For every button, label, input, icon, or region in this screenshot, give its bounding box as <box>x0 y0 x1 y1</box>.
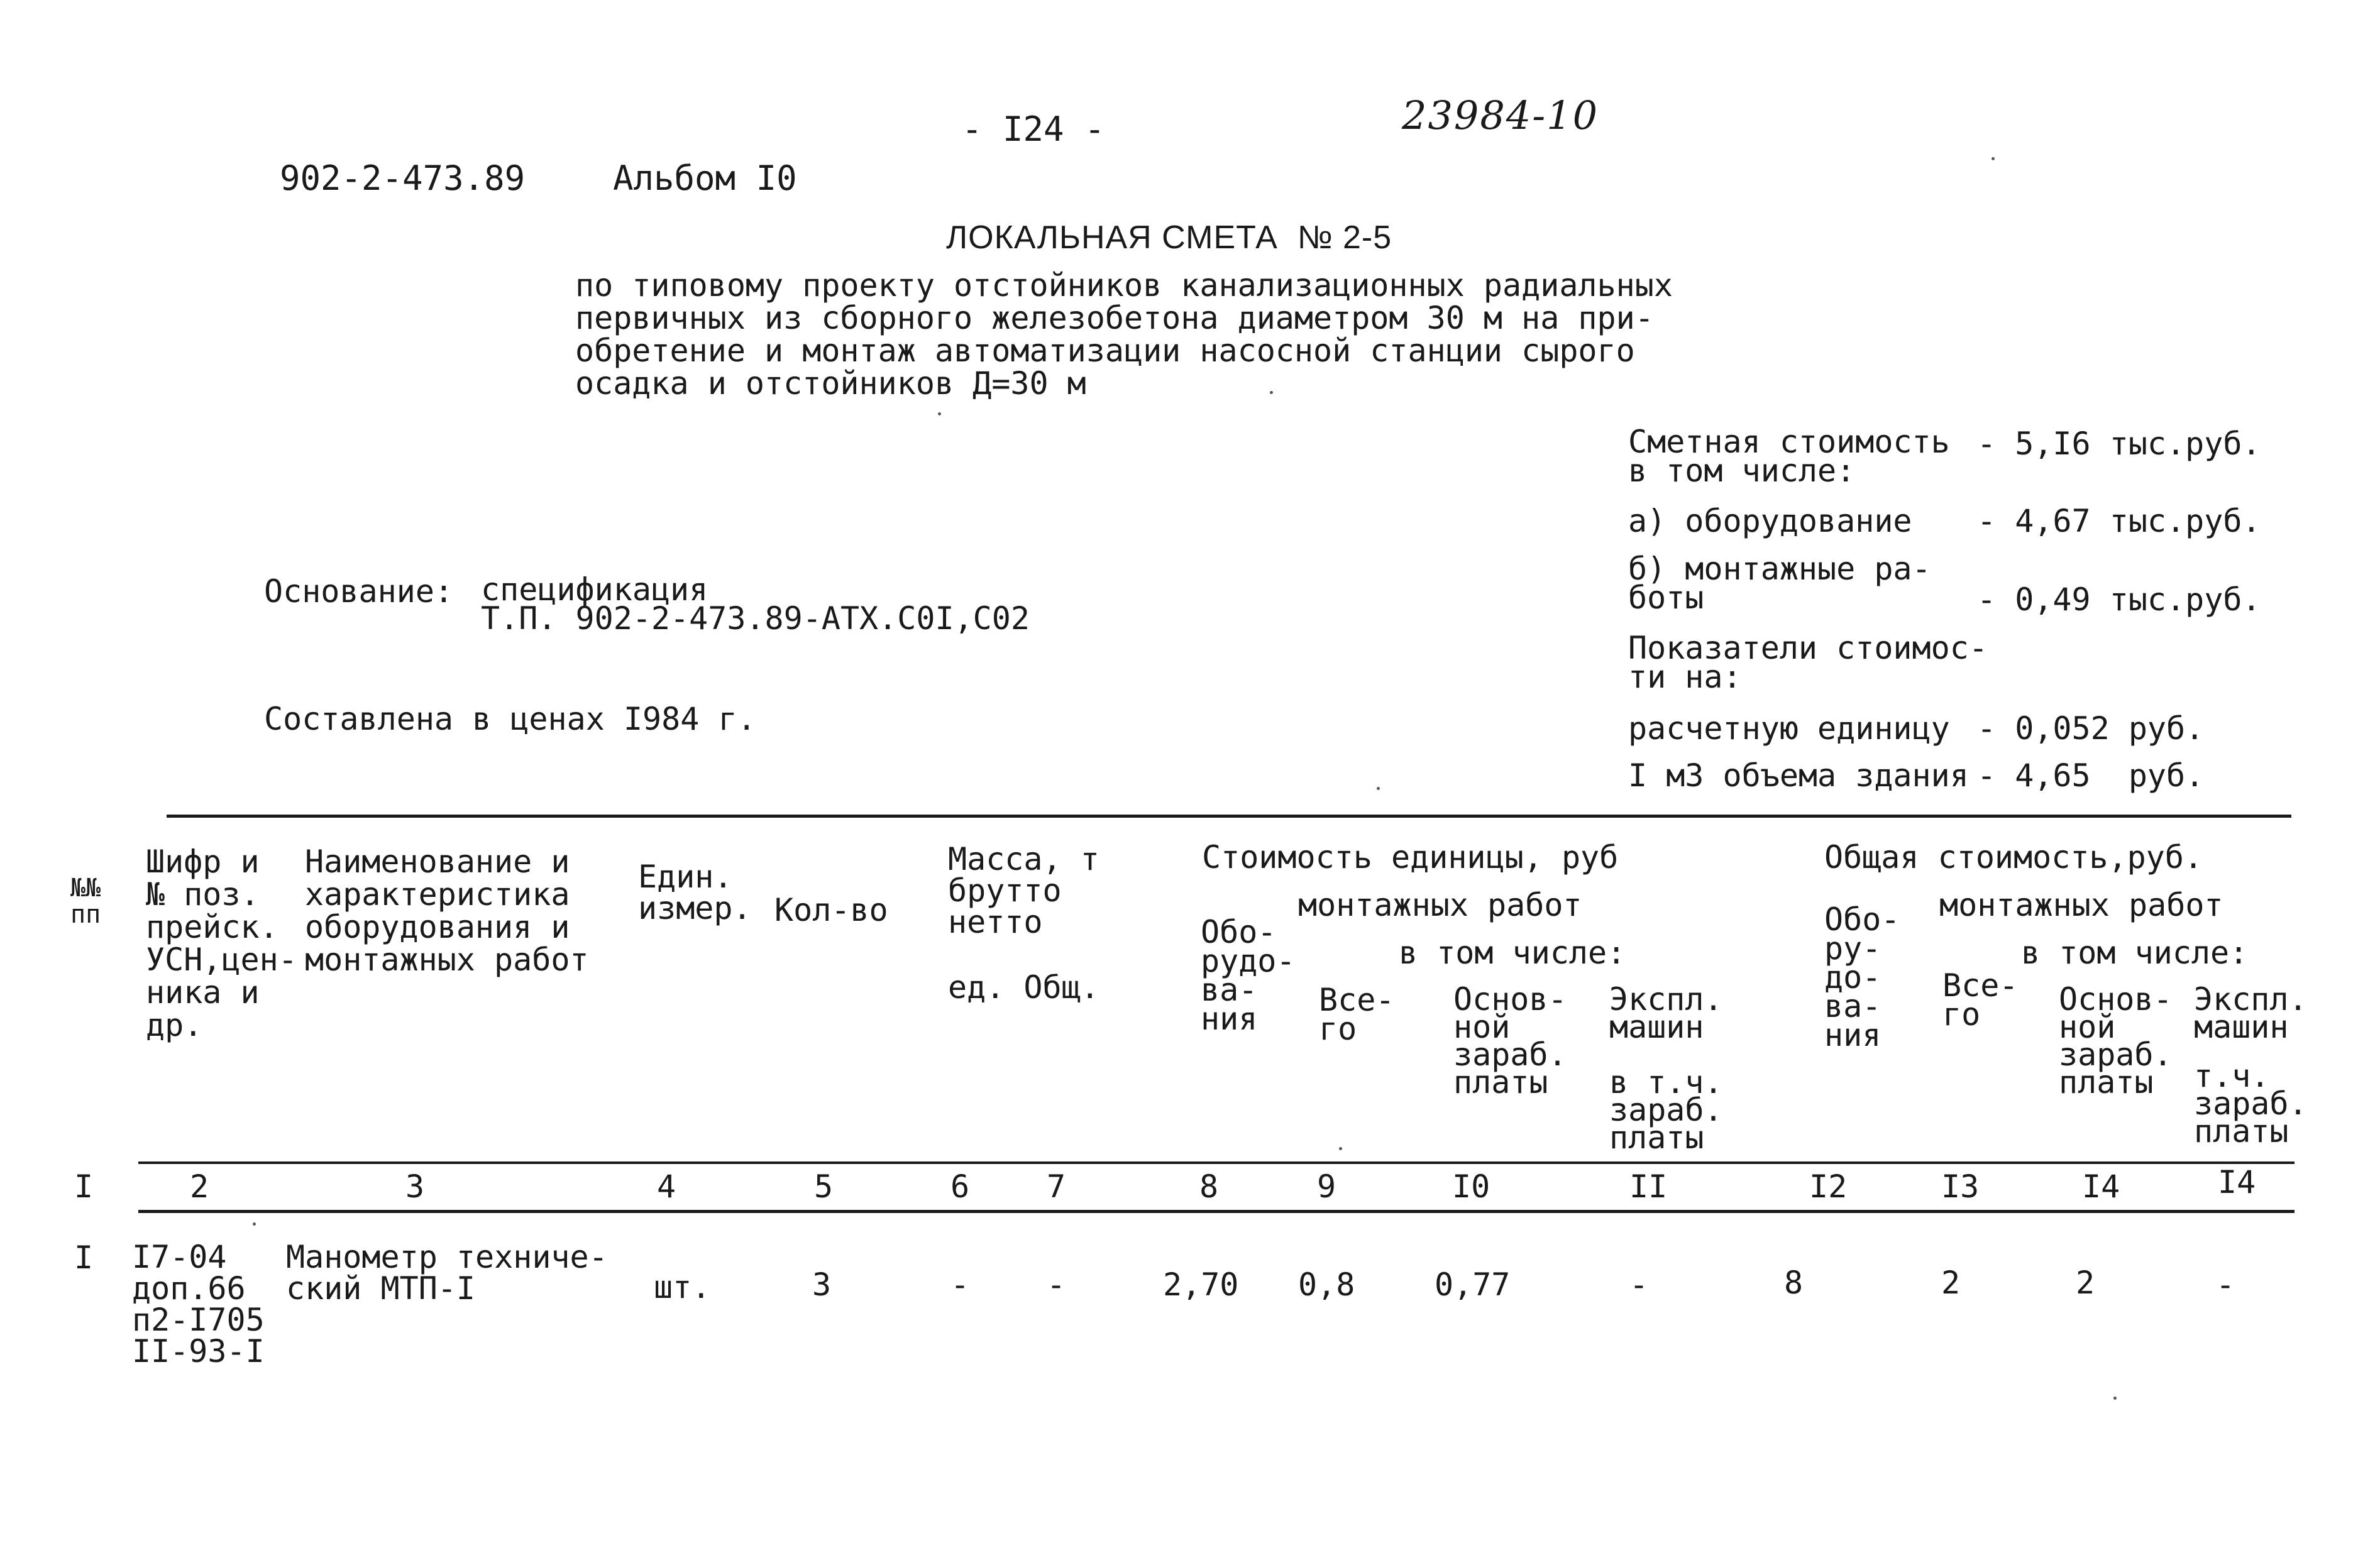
row-unit-total: 0,8 <box>1298 1266 1355 1303</box>
header-total-install: монтажных работ <box>1939 887 2223 923</box>
album-label: Альбом I0 <box>613 158 797 198</box>
row-name: Манометр техниче- ский МТП-I <box>286 1239 608 1307</box>
header-unit-total: Все- го <box>1319 982 1395 1047</box>
column-number: 4 <box>657 1168 676 1205</box>
estimated-cost-label: Сметная стоимость в том числе: <box>1628 424 1950 489</box>
header-mass: Масса, т брутто нетто <box>948 841 1099 940</box>
scan-speck <box>938 412 941 415</box>
row-unit-equipment: 2,70 <box>1163 1266 1239 1303</box>
basis-label: Основание: <box>264 573 454 610</box>
equipment-label: а) оборудование <box>1628 503 1912 539</box>
basis-value: спецификация Т.П. 902-2-473.89-АТХ.С0I,С02 <box>481 571 1030 637</box>
estimate-description: по типовому проекту отстойников канализационных радиальных первичных из сборного железобетона диаметром 30 м на при- обретение и монтаж автоматизации насосной станции сырого осадка и отстойников Д=30 м <box>575 267 1673 402</box>
column-number: I0 <box>1452 1168 1490 1205</box>
header-code: Шифр и № поз. прейск. УСН,цен- ника и др. <box>146 843 297 1043</box>
header-name: Наименование и характеристика оборудования и монтажных работ <box>305 843 589 978</box>
header-unit: Един. измер. <box>638 859 752 926</box>
row-mass-total: - <box>1047 1266 1066 1303</box>
estimated-cost-value: - 5,I6 тыс.руб. <box>1977 426 2261 462</box>
indicators-label: Показатели стоимос- ти на: <box>1628 630 1988 695</box>
column-number: I4 <box>2218 1164 2256 1200</box>
header-total-machines-sub: т.ч. зараб. платы <box>2194 1058 2308 1150</box>
header-total-equipment: Обо- ру- до- ва- ния <box>1824 901 1900 1053</box>
row-mass-unit: - <box>950 1266 970 1303</box>
column-number: 9 <box>1317 1168 1336 1205</box>
installation-value: - 0,49 тыс.руб. <box>1977 581 2261 618</box>
header-total-total: Все- го <box>1942 967 2019 1033</box>
header-mass-sub: ед. Общ. <box>948 969 1099 1006</box>
column-number: 2 <box>190 1168 209 1205</box>
row-total-wages: 2 <box>2076 1265 2095 1301</box>
column-number: 5 <box>814 1168 834 1205</box>
scan-speck <box>1377 787 1380 790</box>
header-unit-machines: Экспл. машин <box>1609 981 1723 1045</box>
column-number: II <box>1629 1168 1668 1205</box>
column-number: 8 <box>1199 1168 1219 1205</box>
column-number: I3 <box>1941 1168 1980 1205</box>
table-top-rule <box>167 815 2291 818</box>
volume-indicator-value: - 4,65 руб. <box>1977 757 2205 794</box>
header-unit-wages: Основ- ной зараб. платы <box>1453 981 1567 1101</box>
scan-speck <box>1992 157 1995 160</box>
row-unit-machines: - <box>1629 1266 1649 1303</box>
scan-speck <box>2113 1397 2117 1400</box>
column-number: I <box>74 1168 94 1205</box>
column-number: 3 <box>405 1168 425 1205</box>
prices-note: Составлена в ценах I984 г. <box>264 701 756 737</box>
row-unit-wages: 0,77 <box>1435 1266 1511 1303</box>
row-code: I7-04 доп.66 п2-I705 II-93-I <box>132 1239 265 1370</box>
row-total-machines: - <box>2216 1266 2235 1303</box>
header-total-cost: Общая стоимость,руб. <box>1824 839 2203 876</box>
scan-speck <box>1270 391 1273 394</box>
installation-label: б) монтажные ра- боты <box>1628 551 1931 616</box>
page-number: - I24 - <box>962 109 1105 149</box>
header-unit-install: монтажных работ <box>1298 887 1582 923</box>
header-unit-equipment: Обо- рудо- ва- ния <box>1201 914 1296 1037</box>
row-qty: 3 <box>812 1266 832 1303</box>
header-num: №№ пп <box>70 874 101 929</box>
column-number: 7 <box>1047 1168 1066 1205</box>
row-total-total: 2 <box>1941 1265 1961 1301</box>
column-numbers-top-rule <box>138 1161 2295 1164</box>
header-unit-incl: в том числе: <box>1399 935 1626 971</box>
column-number: 6 <box>950 1168 970 1205</box>
row-num: I <box>74 1239 94 1276</box>
row-unit: шт. <box>654 1269 711 1305</box>
estimate-title: ЛОКАЛЬНАЯ СМЕТА № 2-5 <box>946 219 1392 256</box>
scan-speck <box>253 1222 256 1226</box>
unit-indicator-value: - 0,052 руб. <box>1977 710 2205 747</box>
column-number: I2 <box>1809 1168 1848 1205</box>
header-total-machines: Экспл. машин <box>2194 981 2308 1045</box>
row-total-equipment: 8 <box>1784 1265 1804 1301</box>
unit-indicator-label: расчетную единицу <box>1628 710 1950 747</box>
header-total-incl: в том числе: <box>2021 935 2249 971</box>
volume-indicator-label: I м3 объема здания <box>1628 757 1969 794</box>
doc-code: 902-2-473.89 <box>280 158 526 198</box>
header-unit-cost: Стоимость единицы, руб <box>1202 839 1619 876</box>
header-unit-machines-sub: в т.ч. зараб. платы <box>1609 1064 1723 1156</box>
column-number: I4 <box>2082 1168 2120 1205</box>
equipment-value: - 4,67 тыс.руб. <box>1977 503 2261 539</box>
header-qty: Кол-во <box>774 892 888 928</box>
scan-speck <box>1339 1147 1342 1150</box>
handwritten-number: 23984-10 <box>1402 92 1599 138</box>
column-numbers-bottom-rule <box>138 1210 2295 1213</box>
header-total-wages: Основ- ной зараб. платы <box>2059 981 2173 1101</box>
